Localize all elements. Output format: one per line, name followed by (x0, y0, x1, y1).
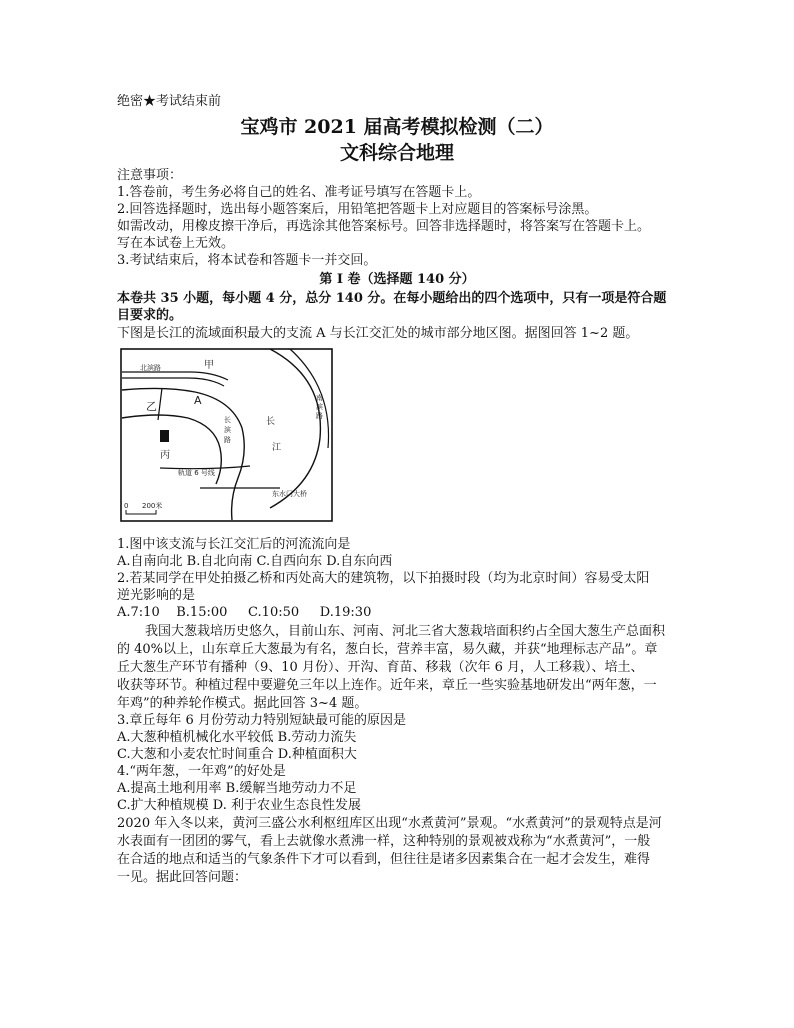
map-label-changbin: 路 (224, 436, 231, 444)
note-item: 写在本试卷上无效。 (117, 236, 235, 251)
scale-length: 200米 (142, 502, 163, 510)
question-stem: 下图是长江的流域面积最大的支流 A 与长江交汇处的城市部分地区图。据图回答 1~2 题。 (117, 326, 639, 341)
question-2-options: A.7:10 B.15:00 C.10:50 D.19:30 (117, 605, 372, 620)
map-label-metro: 轨道 6 号线 (178, 469, 215, 477)
section-intro: 目要求的。 (117, 308, 183, 323)
question-1-options: A.自南向北 B.自北向南 C.自西向东 D.自东向西 (117, 554, 393, 569)
passage-line: 一见。据此回答问题： (117, 870, 248, 885)
map-label-beibin: 北滨路 (140, 364, 161, 372)
section-title: 第 I 卷（选择题 140 分） (319, 272, 475, 287)
note-item: 如需改动，用橡皮擦干净后，再选涂其他答案标号。回答非选择题时，将答案写在答题卡上。 (117, 219, 651, 234)
note-item: 2.回答选择题时，选出每小题答案后，用铅笔把答题卡上对应题目的答案标号涂黑。 (117, 202, 598, 217)
passage-line: 丘大葱生产环节有播种（9、10 月份）、开沟、育苗、移栽（次年 6 月，人工移栽）、培土、 (117, 660, 644, 675)
map-label-a: A (194, 394, 202, 407)
passage-line: 2020 年入冬以来，黄河三盛公水利枢纽库区出现“水煮黄河”景观。“水煮黄河”的景观特点是河 (117, 816, 662, 831)
section-intro: 本卷共 35 小题，每小题 4 分，总分 140 分。在每小题给出的四个选项中，只有一项是符合题 (117, 291, 667, 306)
map-label-changbin: 长 (224, 416, 231, 424)
passage-line: 在合适的地点和适当的气象条件下才可以看到，但往往是诸多因素集合在一起才会发生，难得 (117, 852, 651, 867)
scale-zero: 0 (124, 502, 129, 510)
exam-title: 宝鸡市 2021 届高考模拟检测（二） (240, 116, 554, 138)
passage-line: 年鸡”的种养轮作模式。据此回答 3~4 题。 (117, 696, 368, 711)
passage-line: 我国大葱栽培历史悠久，目前山东、河南、河北三省大葱栽培面积约占全国大葱生产总面积 (145, 624, 666, 639)
map-label-jiang: 江 (272, 443, 282, 453)
question-3: 3.章丘每年 6 月份劳动力特别短缺最可能的原因是 (117, 713, 406, 728)
question-1: 1.图中该支流与长江交汇后的河流流向是 (117, 537, 351, 552)
question-3-options: C.大葱和小麦农忙时间重合 D.种植面积大 (117, 747, 357, 762)
question-2: 2.若某同学在甲处拍摄乙桥和丙处高大的建筑物，以下拍摄时段（均为北京时间）容易受太阳 (117, 571, 650, 586)
map-label-dongshuimen: 东水门大桥 (272, 490, 307, 498)
passage-line: 的 40%以上，山东章丘大葱最为有名，葱白长，营养丰富，易久藏，并获“地理标志产品”。章 (117, 642, 658, 657)
building-bing (160, 430, 169, 442)
question-2: 逆光影响的是 (117, 588, 196, 603)
question-4-options: C.扩大种植规模 D. 利于农业生态良性发展 (117, 798, 361, 813)
question-4-options: A.提高土地利用率 B.缓解当地劳动力不足 (117, 781, 357, 796)
passage-line: 收获等环节。种植过程中要避免三年以上连作。近年来，章丘一些实验基地研发出“两年葱，一 (117, 678, 657, 693)
map-label-chang: 长 (266, 417, 276, 427)
question-4: 4.“两年葱，一年鸡”的好处是 (117, 764, 286, 779)
map-label-nanbin: 南 (316, 394, 323, 402)
note-item: 3.考试结束后，将本试卷和答题卡一并交回。 (117, 253, 377, 268)
map-label-yi: 乙 (146, 400, 157, 413)
secret-label: 绝密★考试结束前 (117, 94, 222, 109)
notes-heading: 注意事项： (117, 168, 183, 183)
map-label-jia: 甲 (204, 360, 214, 371)
exam-subtitle: 文科综合地理 (339, 142, 454, 164)
question-3-options: A.大葱种植机械化水平较低 B.劳动力流失 (117, 730, 357, 745)
city-map-figure (120, 348, 333, 522)
note-item: 1.答卷前，考生务必将自己的姓名、准考证号填写在答题卡上。 (117, 185, 481, 200)
map-label-nanbin: 路 (316, 412, 323, 420)
map-label-bing: 丙 (160, 450, 170, 461)
map-label-changbin: 滨 (224, 426, 231, 434)
map-label-nanbin: 滨 (316, 403, 323, 411)
passage-line: 水表面有一团团的雾气，看上去就像水煮沸一样，这种特别的景观被戏称为“水煮黄河”，一般 (117, 834, 651, 849)
